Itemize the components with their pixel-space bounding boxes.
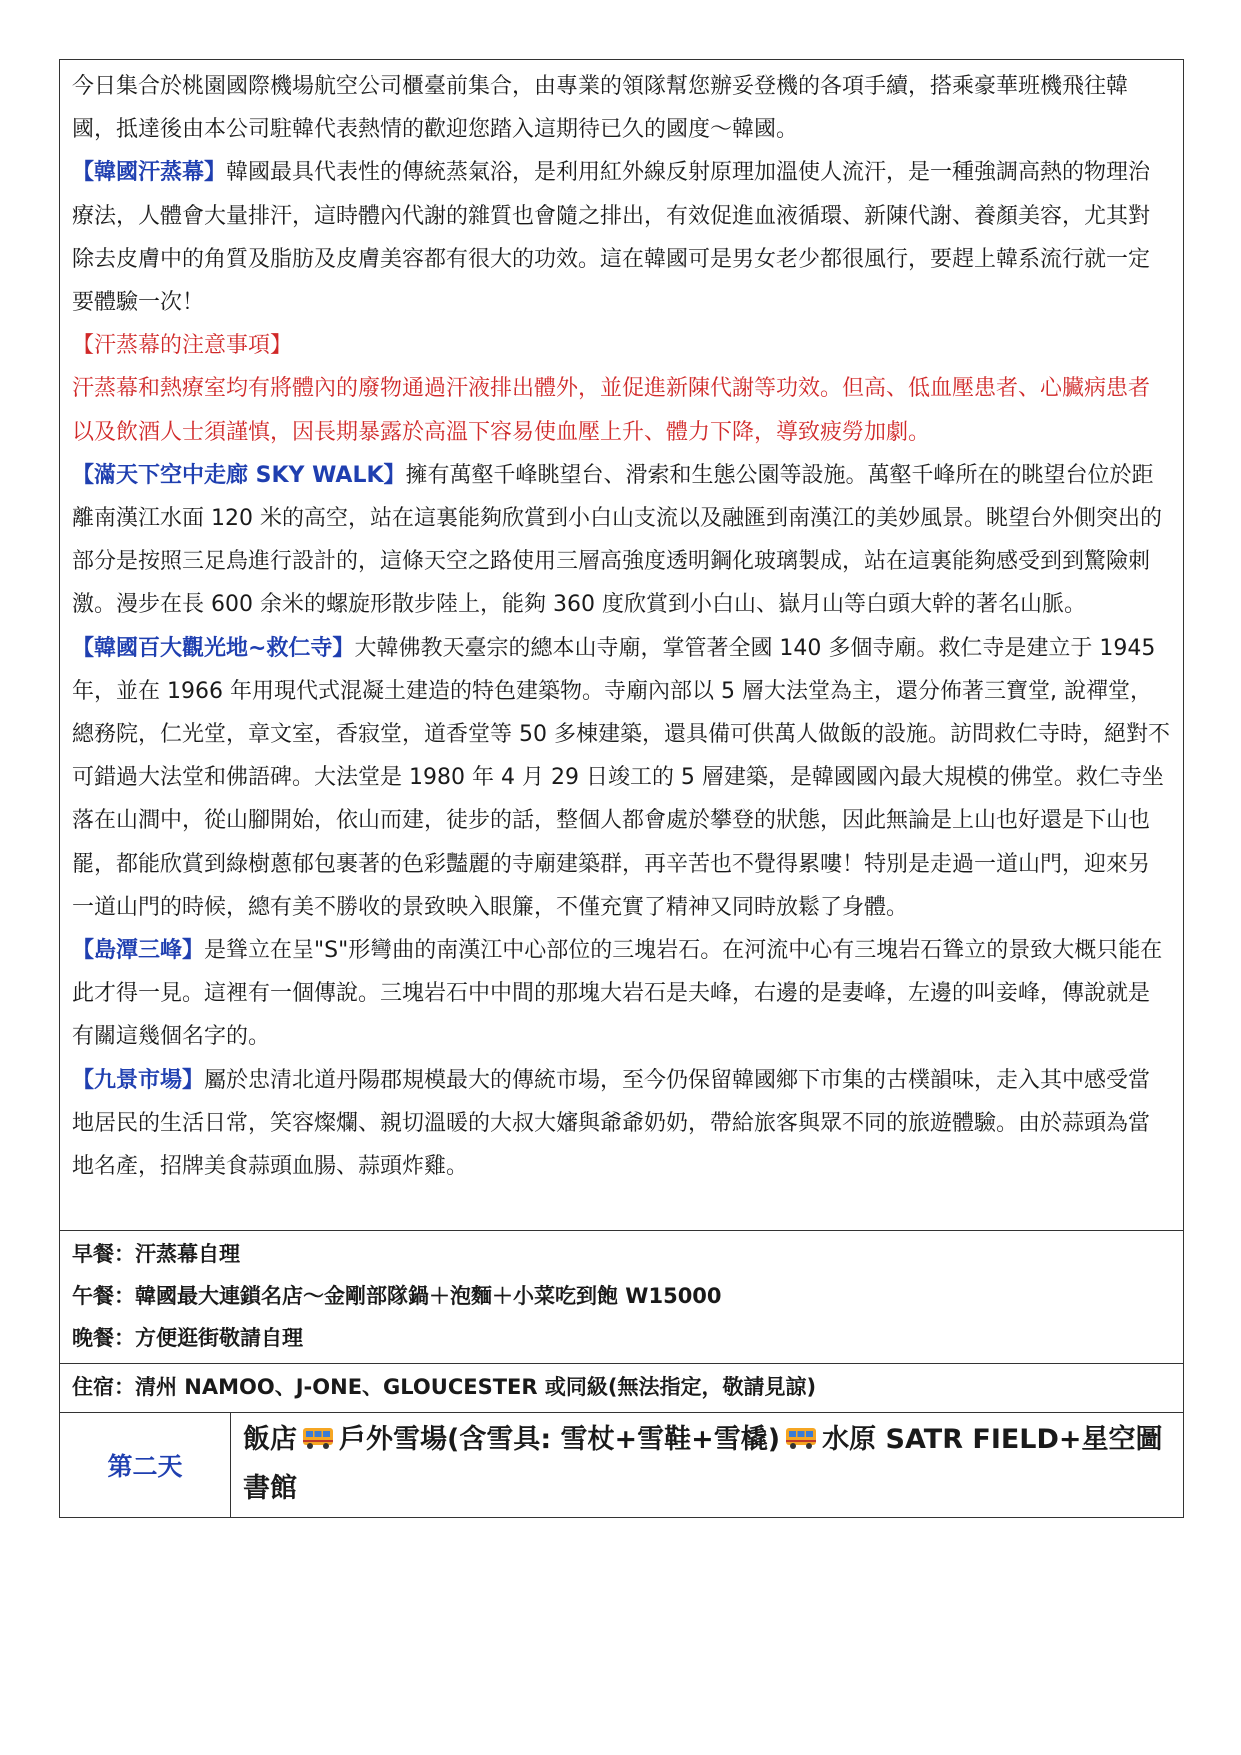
- route-hotel: 飯店: [243, 1424, 297, 1456]
- temple-paragraph: [72, 627, 1171, 929]
- meals-row: [60, 1230, 1183, 1363]
- dodam-paragraph: [72, 929, 1171, 1059]
- market-text: 屬於忠清北道丹陽郡規模最大的傳統市場，至今仍保留韓國鄉下市集的古樸韻味，走入其中感受當地居民的生活日常，笑容燦爛、親切溫暖的大叔大嬸與爺爺奶奶，帶給旅客與眾不同的旅遊體驗。由於蒜頭為當地名產，招牌美食蒜頭血腸、蒜頭炸雞。: [72, 1067, 1151, 1180]
- dinner-line: 晚餐：方便逛街敬請自理: [72, 1326, 303, 1351]
- sauna-text: 韓國最具代表性的傳統蒸氣浴，是利用紅外線反射原理加溫使人流汗，是一種強調高熱的物理治療法，人體會大量排汗，這時體內代謝的雜質也會隨之排出，有效促進血液循環、新陳代謝、養顏美容，尤其對除去皮膚中的角質及脂肪及皮膚美容都有很大的功效。這在韓國可是男女老少都很風行，要趕上韓系流行就一定要體驗一次！: [72, 160, 1151, 316]
- day2-route: [231, 1413, 1183, 1517]
- skywalk-paragraph: [72, 454, 1171, 627]
- temple-text: 大韓佛教天臺宗的總本山寺廟，掌管著全國 140 多個寺廟。救仁寺是建立于 1945 年，並在 1966 年用現代式混凝土建造的特色建築物。寺廟內部以 5 層大法堂為主，還分佈著三寶堂, 說禪堂，總務院，仁光堂，章文室，香寂堂，道香堂等 50 多棟建築，還具備可供萬人做飯的設施。訪問救仁寺時，絕對不可錯過大法堂和佛語碑。大法堂是 1980 年 4 月 29 日竣工的 5 層建築，是韓國國內最大規模的佛堂。救仁寺坐落在山澗中，從山腳開始，依山而建，徒步的話，整個人都會處於攀登的狀態，因此無論是上山也好還是下山也罷，都能欣賞到綠樹蔥郁包裹著的色彩豔麗的寺廟建築群，再辛苦也不覺得累嘍！特別是走過一道山門，迎來另一道山門的時候，總有美不勝收的景致映入眼簾，不僅充實了精神又同時放鬆了身體。: [72, 635, 1170, 920]
- notice-title: 【汗蒸幕的注意事項】: [72, 333, 293, 359]
- skywalk-text: 擁有萬壑千峰眺望台、滑索和生態公園等設施。萬壑千峰所在的眺望台位於距離南漢江水面 120 米的高空，站在這裏能夠欣賞到小白山支流以及融匯到南漢江的美妙風景。眺望台外側突出的部分是按照三足鳥進行設計的，這條天空之路使用三層高強度透明鋼化玻璃製成，站在這裏能夠感受到到驚險刺激。漫步在長 600 余米的螺旋形散步陸上，能夠 360 度欣賞到小白山、嶽月山等白頭大幹的著名山脈。: [72, 462, 1162, 618]
- sauna-paragraph: [72, 151, 1171, 324]
- intro-paragraph: 今日集合於桃園國際機場航空公司櫃臺前集合，由專業的領隊幫您辦妥登機的各項手續，搭乘豪華班機飛往韓國，抵達後由本公司駐韓代表熱情的歡迎您踏入這期待已久的國度～韓國。: [72, 74, 1129, 143]
- day2-row: [60, 1412, 1183, 1517]
- hotel-row: [60, 1363, 1183, 1412]
- dodam-text: 是聳立在呈"S"形彎曲的南漢江中心部位的三塊岩石。在河流中心有三塊岩石聳立的景致大概只能在此才得一見。這裡有一個傳說。三塊岩石中中間的那塊大岩石是夫峰，右邊的是妻峰，左邊的叫妾峰，傳說就是有關這幾個名字的。: [72, 938, 1163, 1050]
- dodam-title: 【島潭三峰】: [72, 938, 205, 964]
- market-title: 【九景市場】: [72, 1067, 205, 1093]
- route-ski: 戶外雪場(含雪具: 雪杖+雪鞋+雪橇): [339, 1424, 781, 1456]
- breakfast-line: 早餐：汗蒸幕自理: [72, 1242, 240, 1267]
- itinerary-table: [59, 59, 1184, 1518]
- hotel-line: 住宿：清州 NAMOO、J-ONE、GLOUCESTER 或同級(無法指定，敬請見諒): [72, 1375, 817, 1400]
- day1-description: [60, 60, 1183, 1230]
- bus-icon: [784, 1425, 818, 1451]
- skywalk-title: 【滿天下空中走廊 SKY WALK】: [72, 462, 406, 488]
- day2-label: 第二天: [60, 1413, 231, 1517]
- lunch-line: 午餐：韓國最大連鎖名店～金剛部隊鍋＋泡麵＋小菜吃到飽 W15000: [72, 1284, 722, 1309]
- sauna-title: 【韓國汗蒸幕】: [72, 160, 227, 186]
- route-suwon: 水原 SATR FIELD+星空圖書館: [243, 1424, 1163, 1505]
- notice-text: 汗蒸幕和熱療室均有將體內的廢物通過汗液排出體外，並促進新陳代謝等功效。但高、低血壓患者、心臟病患者以及飲酒人士須謹慎，因長期暴露於高溫下容易使血壓上升、體力下降，導致疲勞加劇。: [72, 376, 1151, 445]
- temple-title: 【韓國百大觀光地~救仁寺】: [72, 635, 355, 661]
- bus-icon: [301, 1425, 335, 1451]
- market-paragraph: [72, 1059, 1171, 1189]
